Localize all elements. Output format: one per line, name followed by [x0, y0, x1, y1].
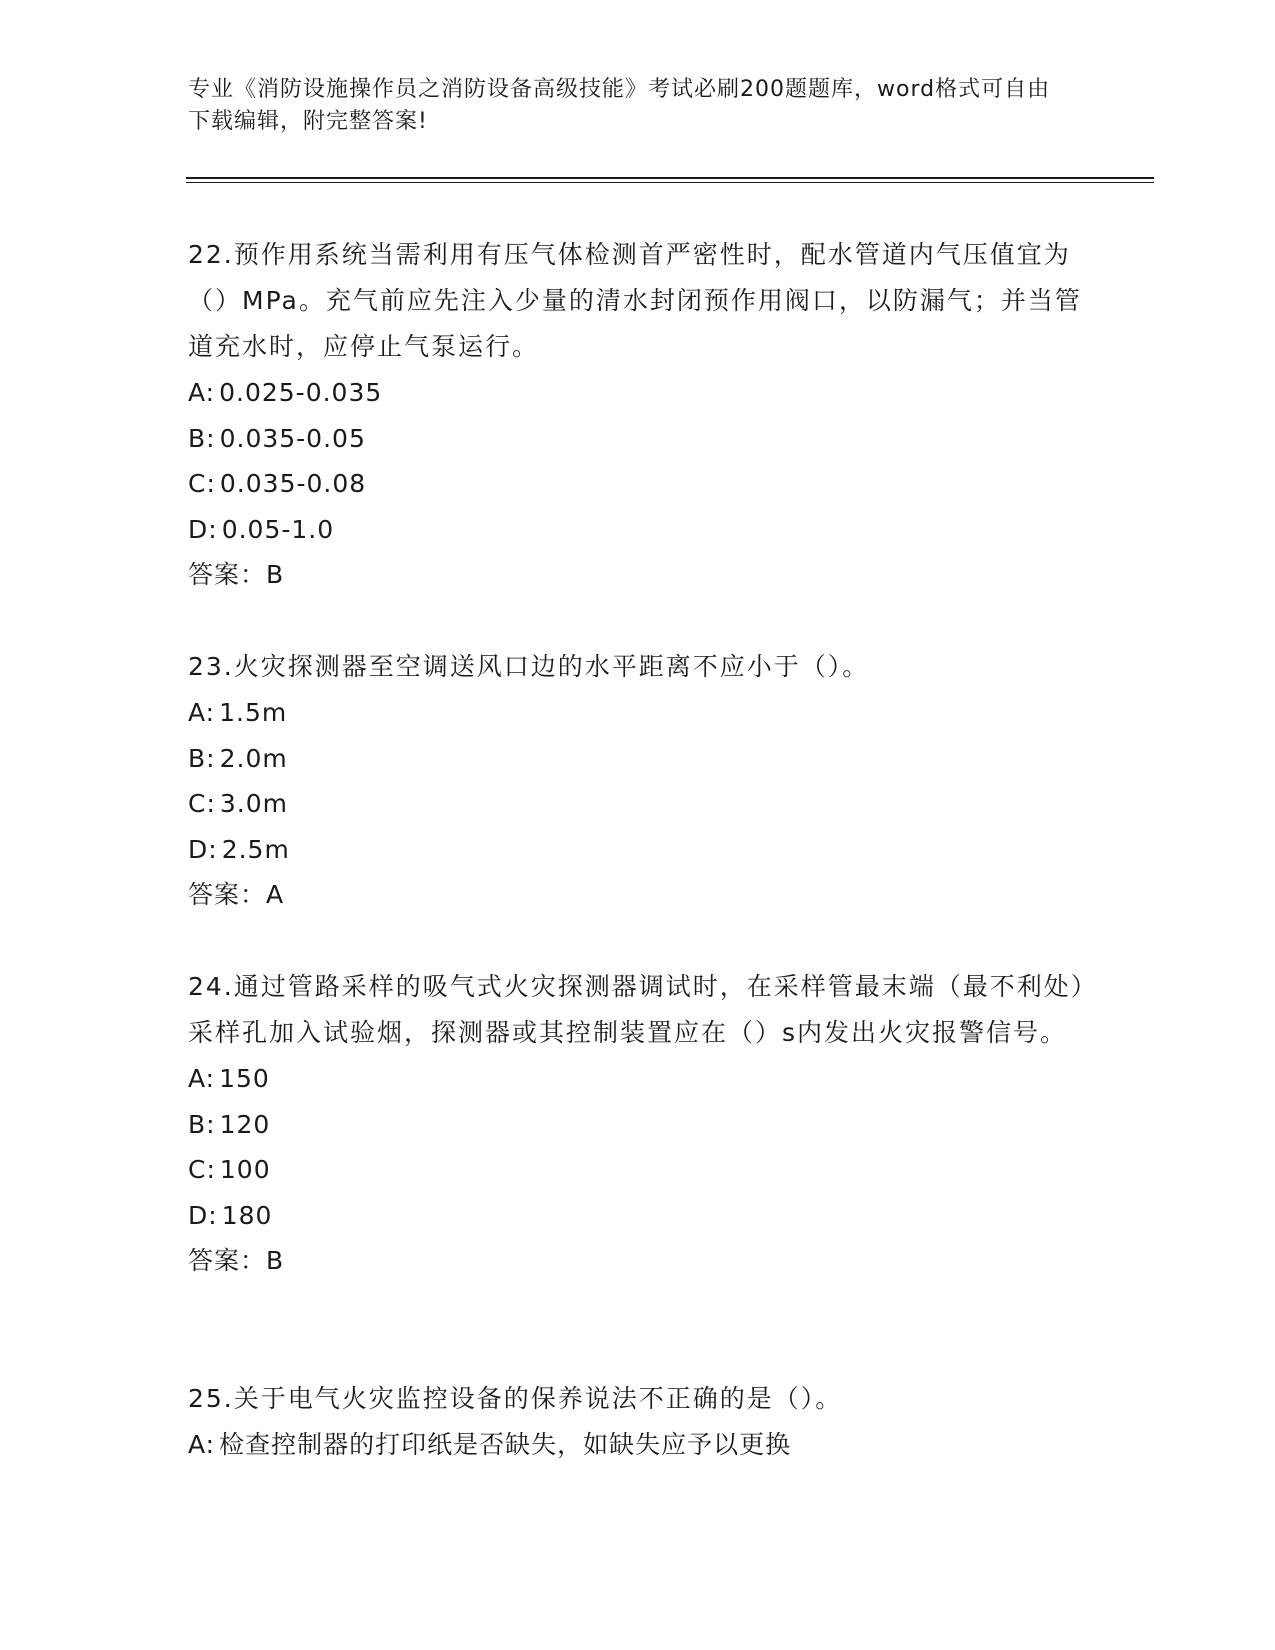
option-letter: C	[188, 469, 207, 498]
option-letter: C	[188, 1155, 207, 1184]
option-list	[188, 1422, 1088, 1468]
option-c: C: 3.0m	[188, 789, 289, 818]
option-list	[188, 370, 1088, 552]
option-text: 150	[219, 1064, 270, 1093]
option-a: A: 150	[188, 1064, 270, 1093]
option-letter: B	[188, 423, 207, 453]
document-header: 专业《消防设施操作员之消防设备高级技能》考试必刷200题题库，word格式可自由下载编辑，附完整答案!	[188, 77, 1051, 134]
option-text: 检查控制器的打印纸是否缺失，如缺失应予以更换	[219, 1430, 792, 1459]
question-stem: 22.预作用系统当需利用有压气体检测首严密性时，配水管道内气压值宜为（）MPa。充气前应先注入少量的清水封闭预作用阀口，以防漏气；并当管道充水时，应停止气泵运行。	[188, 240, 1082, 361]
option-letter: A	[188, 1430, 206, 1459]
option-a: A: 0.025-0.035	[188, 378, 383, 407]
option-letter: B	[188, 1109, 207, 1139]
answer-line: 答案：B	[188, 1246, 285, 1275]
option-letter: D	[188, 514, 209, 544]
option-d: D: 180	[188, 1200, 273, 1230]
option-b: B: 2.0m	[188, 743, 288, 773]
question-24	[188, 964, 1088, 1283]
option-b: B: 120	[188, 1109, 271, 1139]
option-letter: A	[188, 378, 206, 407]
option-b: B: 0.035-0.05	[188, 423, 366, 453]
option-c: C: 0.035-0.08	[188, 469, 367, 498]
question-stem: 24.通过管路采样的吸气式火灾探测器调试时，在采样管最末端（最不利处）采样孔加入试验烟，探测器或其控制装置应在（）s内发出火灾报警信号。	[188, 972, 1086, 1047]
option-text: 180	[221, 1200, 273, 1230]
answer-line: 答案：B	[188, 560, 285, 589]
question-22	[188, 232, 1088, 597]
answer-line: 答案：A	[188, 880, 285, 909]
option-d: D: 2.5m	[188, 834, 290, 864]
option-letter: A	[188, 698, 206, 727]
question-23	[188, 644, 1088, 917]
option-letter: C	[188, 789, 207, 818]
option-text: 1.5m	[219, 698, 288, 727]
option-letter: D	[188, 1200, 209, 1230]
question-25	[188, 1376, 1088, 1468]
option-letter: B	[188, 743, 207, 773]
option-c: C: 100	[188, 1155, 271, 1184]
option-letter: D	[188, 834, 209, 864]
question-stem: 25.关于电气火灾监控设备的保养说法不正确的是（）。	[188, 1384, 843, 1413]
option-text: 0.035-0.05	[219, 423, 366, 453]
option-text: 0.05-1.0	[221, 514, 335, 544]
question-stem: 23.火灾探测器至空调送风口边的水平距离不应小于（）。	[188, 652, 870, 681]
option-text: 120	[219, 1109, 271, 1139]
option-text: 100	[219, 1155, 271, 1184]
option-text: 2.0m	[219, 743, 288, 773]
option-text: 3.0m	[219, 789, 289, 818]
option-text: 0.035-0.08	[219, 469, 367, 498]
option-list	[188, 1056, 1088, 1238]
option-text: 0.025-0.035	[219, 378, 383, 407]
header-divider-thin	[186, 182, 1154, 183]
header-divider-thick	[186, 177, 1154, 179]
option-a: A: 检查控制器的打印纸是否缺失，如缺失应予以更换	[188, 1430, 792, 1459]
option-letter: A	[188, 1064, 206, 1093]
option-list	[188, 690, 1088, 872]
option-text: 2.5m	[221, 834, 290, 864]
option-a: A: 1.5m	[188, 698, 288, 727]
option-d: D: 0.05-1.0	[188, 514, 335, 544]
